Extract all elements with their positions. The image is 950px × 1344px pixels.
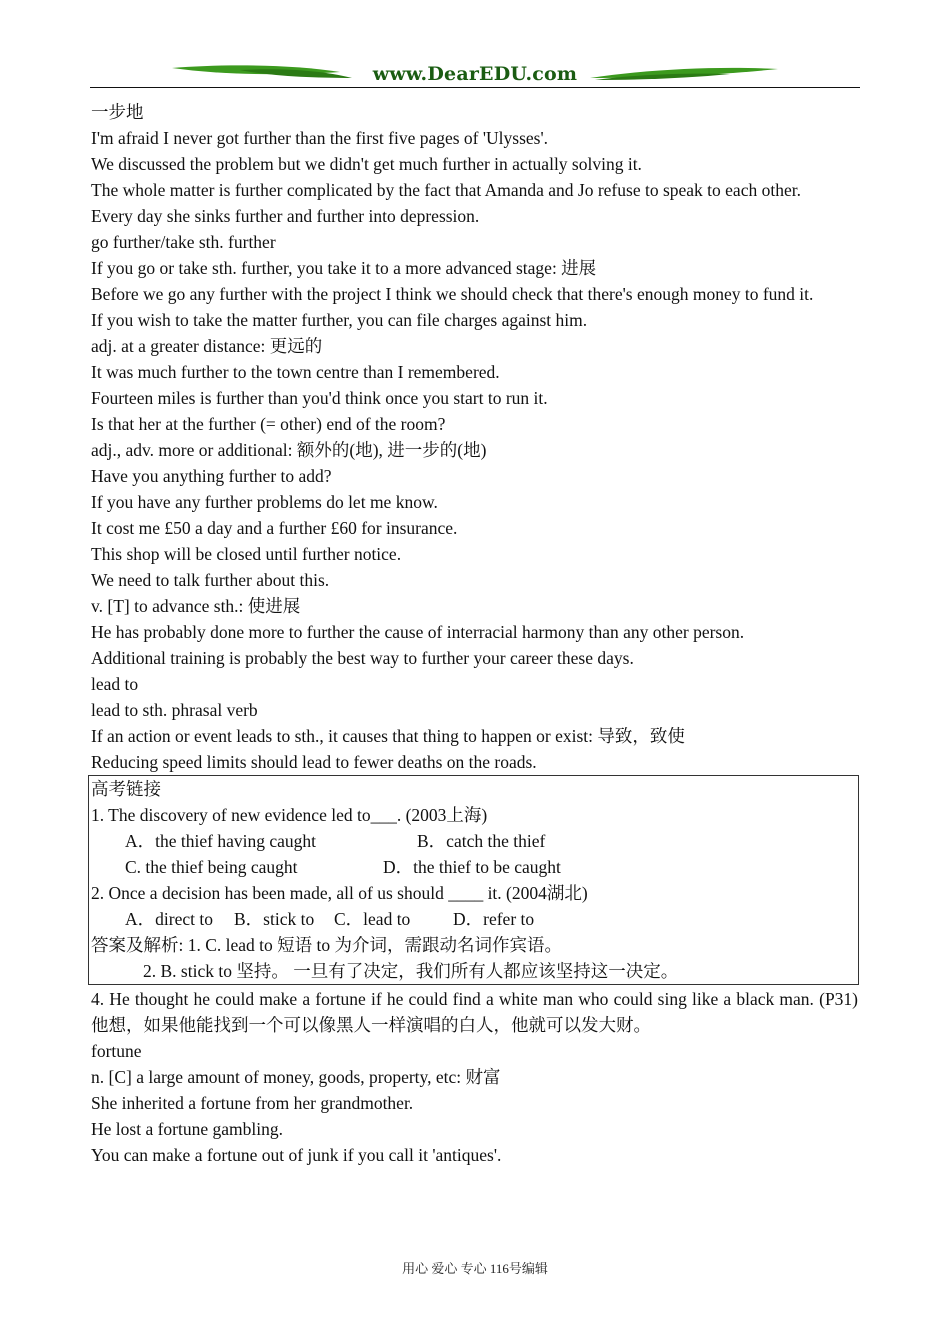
text-line: go further/take sth. further	[91, 232, 276, 252]
text-line: It cost me £50 a day and a further £60 for insurance.	[91, 518, 458, 538]
question-1: 1. The discovery of new evidence led to___. (2003上海)	[91, 805, 488, 825]
text-paragraph: The whole matter is further complicated by the fact that Amanda and Jo refuse to speak to each other.	[91, 180, 801, 200]
document-body	[91, 99, 858, 1168]
option-b: B．stick to	[234, 909, 315, 929]
logo-text: www.DearEDU.com	[372, 63, 578, 85]
text-line: Additional training is probably the best way to further your career these days.	[91, 648, 634, 668]
text-line: Every day she sinks further and further into depression.	[91, 206, 480, 226]
text-paragraph: Before we go any further with the project I think we should check that there's enough money to fund it.	[91, 284, 814, 304]
question-2: 2. Once a decision has been made, all of us should ____ it. (2004湖北)	[91, 883, 588, 903]
option-c: C. the thief being caught	[125, 857, 298, 877]
question-1-options-row-2	[91, 854, 858, 880]
answer-explanation-2: 2. B. stick to 坚持。 一旦有了决定，我们所有人都应该坚持这一决定。	[143, 961, 679, 981]
option-b: B．catch the thief	[417, 831, 546, 851]
text-line: v. [T] to advance sth.: 使进展	[91, 596, 301, 616]
text-line: He has probably done more to further the cause of interracial harmony than any other person.	[91, 622, 745, 642]
page-footer: 用心 爱心 专心 116号编辑	[402, 1261, 548, 1276]
text-line: lead to sth. phrasal verb	[91, 700, 258, 720]
text-line: adj., adv. more or additional: 额外的(地), 进一步的(地)	[91, 440, 487, 460]
answer-explanation-1: 答案及解析: 1. C. lead to 短语 to 为介词，需跟动名词作宾语。	[91, 935, 563, 955]
page-header	[90, 60, 860, 90]
box-title: 高考链接	[91, 779, 161, 799]
exam-link-box	[88, 775, 859, 985]
text-line: We discussed the problem but we didn't get much further in actually solving it.	[91, 154, 642, 174]
option-c: C．lead to	[334, 909, 411, 929]
text-line: Is that her at the further (= other) end of the room?	[91, 414, 446, 434]
text-paragraph: 4. He thought he could make a fortune if he could find a white man who could sing like a black man. (P31) 他想，如果他能找到一个可以像黑人一样演唱的白人，他就可以发大财。	[91, 989, 858, 1035]
text-line: I'm afraid I never got further than the first five pages of 'Ulysses'.	[91, 128, 549, 148]
text-line: Fourteen miles is further than you'd think once you start to run it.	[91, 388, 548, 408]
text-line: This shop will be closed until further notice.	[91, 544, 402, 564]
text-line: adj. at a greater distance: 更远的	[91, 336, 323, 356]
question-2-options	[91, 906, 858, 932]
text-line: If an action or event leads to sth., it causes that thing to happen or exist: 导致，致使	[91, 726, 685, 746]
text-line: fortune	[91, 1041, 142, 1061]
text-line: You can make a fortune out of junk if you call it 'antiques'.	[91, 1145, 502, 1165]
header-divider	[90, 87, 860, 88]
text-line: Reducing speed limits should lead to fewer deaths on the roads.	[91, 752, 537, 772]
text-line: If you have any further problems do let me know.	[91, 492, 438, 512]
text-line: It was much further to the town centre than I remembered.	[91, 362, 500, 382]
text-line: He lost a fortune gambling.	[91, 1119, 283, 1139]
question-1-options-row-1	[91, 828, 858, 854]
option-d: D．the thief to be caught	[383, 857, 561, 877]
text-line: n. [C] a large amount of money, goods, property, etc: 财富	[91, 1067, 501, 1087]
text-line: If you wish to take the matter further, you can file charges against him.	[91, 310, 588, 330]
text-line: We need to talk further about this.	[91, 570, 330, 590]
option-d: D．refer to	[453, 909, 535, 929]
text-line: Have you anything further to add?	[91, 466, 332, 486]
option-a: A．the thief having caught	[125, 831, 316, 851]
option-a: A．direct to	[125, 909, 213, 929]
text-line: lead to	[91, 674, 139, 694]
text-line: If you go or take sth. further, you take it to a more advanced stage: 进展	[91, 258, 597, 278]
text-line: 一步地	[91, 102, 144, 122]
text-line: She inherited a fortune from her grandmother.	[91, 1093, 414, 1113]
